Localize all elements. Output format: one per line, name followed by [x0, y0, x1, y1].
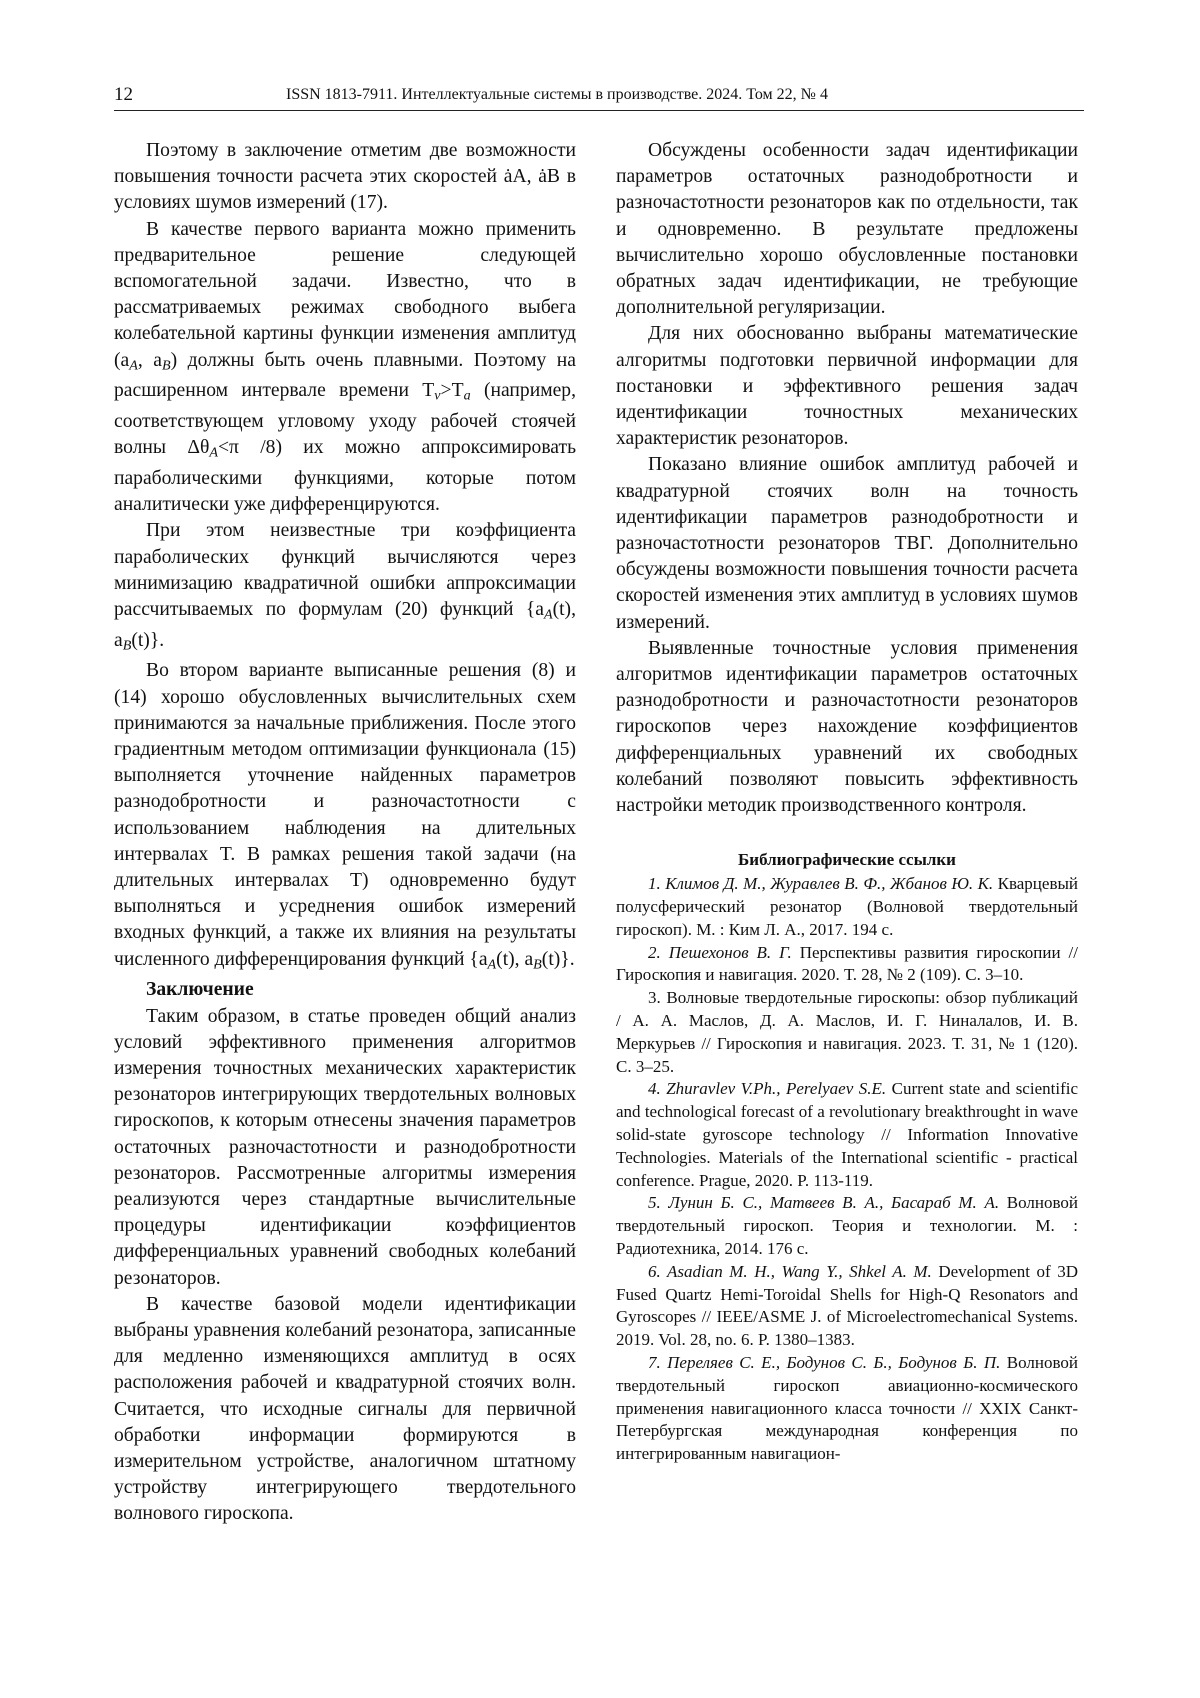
paragraph: В качестве базовой модели идентификации выбраны уравнения колебаний резонатора, записанные для медленно изменяющихся амплитуд в осях расположения рабочей и квадратурной стоячих волн. Считается, что исходные сигналы для первичной обработки информации формируются в измерительном устройстве, аналогичном штатному устройству интегрирующего твердотельного волнового гироскопа.	[114, 1293, 576, 1525]
paragraph: Обсуждены особенности задач идентификации параметров остаточных разнодобротности и разночастотности резонаторов как по отдельности, так и одновременно. В результате предложены вычислительно хорошо обусловленные постановки обратных задач идентификации, не требующие дополнительной регуляризации.	[616, 140, 1078, 319]
right-column	[616, 138, 1078, 1466]
journal-title: ISSN 1813-7911. Интеллектуальные системы в производстве. 2024. Том 22, № 4	[286, 86, 828, 103]
page-number: 12	[114, 84, 133, 105]
paragraph: Для них обоснованно выбраны математические алгоритмы подготовки первичной информации для постановки и эффективного решения задач идентификации точностных механических характеристик резонаторов.	[616, 323, 1078, 450]
section-heading: Заключение	[146, 979, 254, 1001]
paragraph: В качестве первого варианта можно применить предварительное решение следующей вспомогательной задачи. Известно, что в рассматриваемых режимах свободного выбега колебательной картины функции изменения амплитуд ($a_A$, $a_B$) должны быть очень плавными. Поэтому на расширенном интервале времени $T_v>T_a$ (например, соответствующем угловому уходу рабочей стоячей волны $\Delta\theta_A<\pi$ /8) их можно аппроксимировать параболическими функциями, которые потом аналитически уже дифференцируются.	[114, 218, 576, 516]
reference-item: 5. Лунин Б. С., Матвеев В. А., Басараб М. А. Волновой твердотельный гироскоп. Теория и технологии. М. : Радиотехника, 2014. 176 с.	[616, 1193, 1078, 1259]
reference-item: 7. Переляев С. Е., Бодунов С. Б., Бодунов Б. П. Волновой твердотельный гироскоп авиационно-космического применения навигационного класса точности // XXIX Санкт-Петербургская международная конференция по интегрированным навигацион-	[616, 1353, 1078, 1464]
paragraph: Выявленные точностные условия применения алгоритмов идентификации параметров остаточных разнодобротности и разночастотности резонаторов гироскопов через нахождение коэффициентов дифференциальных уравнений их свободных колебаний позволяют повысить эффективность настройки методик производственного контроля.	[616, 637, 1078, 817]
reference-item: 6. Asadian M. H., Wang Y., Shkel A. M. Development of 3D Fused Quartz Hemi-Toroidal Shells for High-Q Resonators and Gyroscopes // IEEE/ASME J. of Microelectromechanical Systems. 2019. Vol. 28, no. 6. P. 1380–1383.	[616, 1261, 1078, 1350]
bibliography-heading: Библиографические ссылки	[738, 850, 956, 870]
paragraph: Во втором варианте выписанные решения (8) и (14) хорошо обусловленных вычислительных схем принимаются за начальные приближения. После этого градиентным методом оптимизации функционала (15) выполняется уточнение найденных параметров разнодобротности и разночастотности с использованием наблюдения на длительных интервалах T. В рамках решения такой задачи (на длительных интервалах T) одновременно будут выполняться и усреднения ошибок измерений входных функций, а также их влияния на результаты численного дифференцирования функций {$a_A(t)$, $a_B(t)$}.	[114, 660, 576, 973]
paragraph: Таким образом, в статье проведен общий анализ условий эффективного применения алгоритмов измерения точностных механических характеристик резонаторов интегрирующих твердотельных волновых гироскопов, к которым отнесены значения параметров остаточных разночастотности и разнодобротности резонаторов. Рассмотренные алгоритмы измерения реализуются через стандартные вычислительные процедуры идентификации коэффициентов дифференциальных уравнений свободных колебаний резонаторов.	[114, 1005, 576, 1289]
reference-item: 2. Пешехонов В. Г. Перспективы развития гироскопии // Гироскопия и навигация. 2020. Т. 28, № 2 (109). С. 3–10.	[616, 942, 1078, 985]
reference-item: 4. Zhuravlev V.Ph., Perelyaev S.E. Current state and scientific and technological forecast of a revolutionary breakthrought in wave solid-state gyroscope technology // Information Innovative Technologies. Materials of the International scientific - practical conference. Prague, 2020. P. 113-119.	[616, 1079, 1078, 1190]
page-header	[114, 80, 1084, 111]
reference-item: 3. Волновые твердотельные гироскопы: обзор публикаций / А. А. Маслов, Д. А. Маслов, И. Г. Ниналалов, И. В. Меркурьев // Гироскопия и навигация. 2023. Т. 31, № 1 (120). С. 3–25.	[616, 988, 1078, 1076]
paragraph: Показано влияние ошибок амплитуд рабочей и квадратурной стоячих волн на точность идентификации параметров разнодобротности и разночастотности резонаторов ТВГ. Дополнительно обсуждены возможности повышения точности расчета скоростей изменения этих амплитуд в условиях шумов измерений.	[616, 454, 1078, 633]
paragraph: Поэтому в заключение отметим две возможности повышения точности расчета этих скоростей ȧA, ȧB в условиях шумов измерений (17).	[114, 140, 576, 214]
reference-item: 1. Климов Д. М., Журавлев В. Ф., Жбанов Ю. К. Кварцевый полусферический резонатор (Волновой твердотельный гироскоп). М. : Ким Л. А., 2017. 194 с.	[616, 874, 1078, 939]
left-column	[114, 138, 576, 1528]
paragraph: При этом неизвестные три коэффициента параболических функций вычисляются через минимизацию квадратичной ошибки аппроксимации рассчитываемых по формулам (20) функций {$a_A(t)$, $a_B(t)$}.	[114, 520, 576, 654]
